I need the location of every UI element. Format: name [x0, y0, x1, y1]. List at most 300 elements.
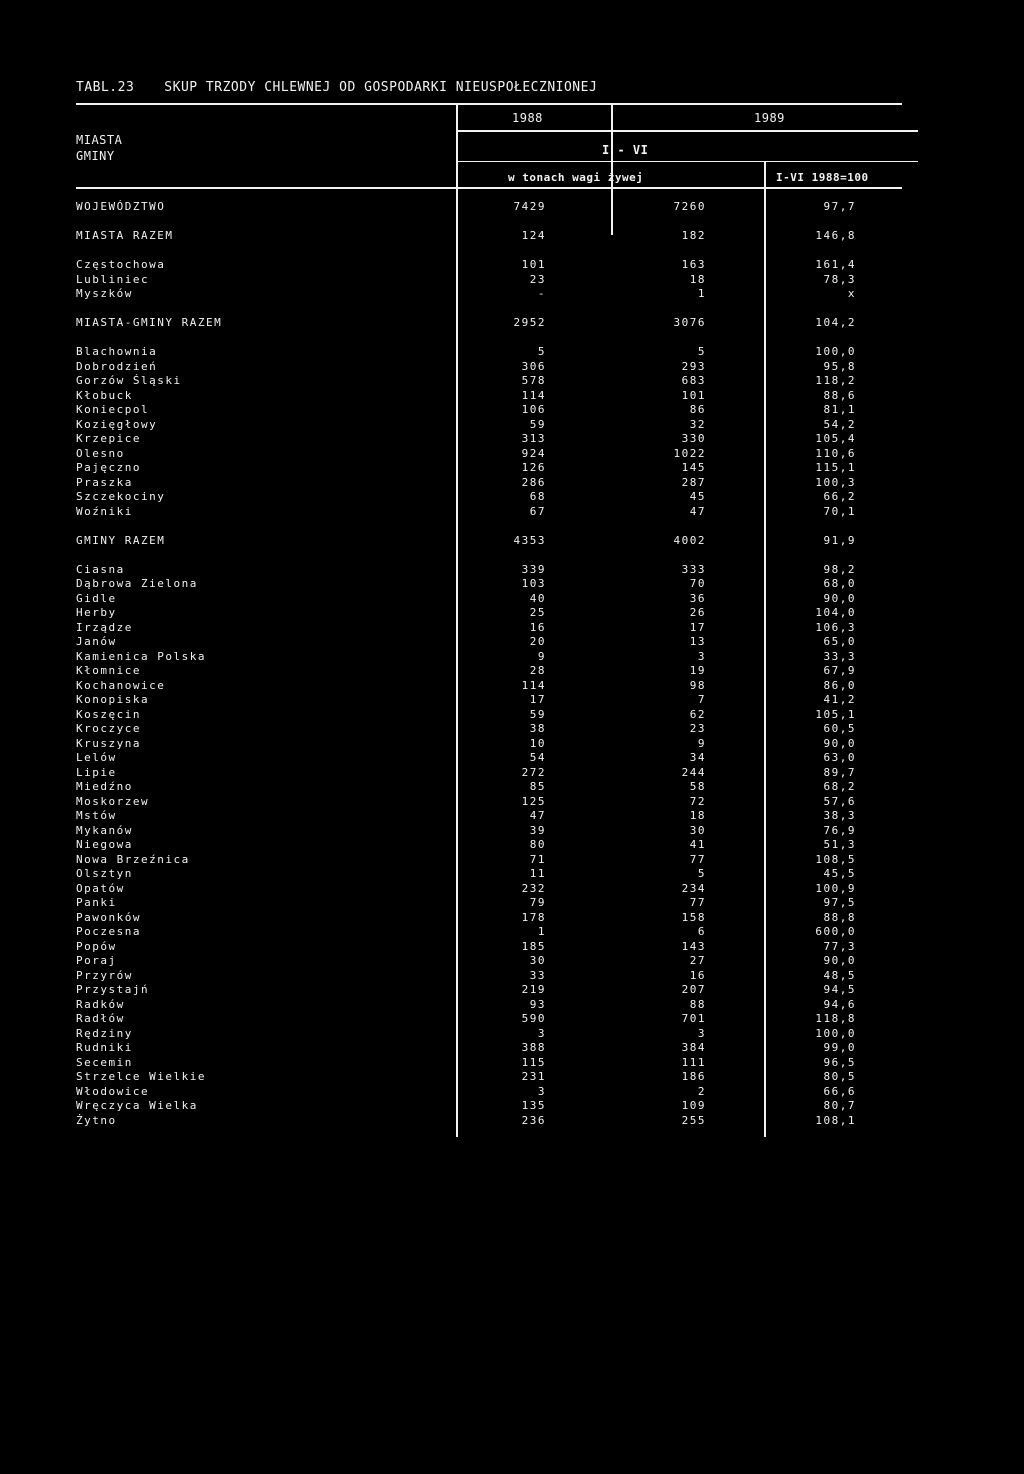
- value-1988-cell: 71: [529, 852, 546, 866]
- name-cell: GMINY RAZEM: [76, 533, 166, 547]
- table-row: [76, 1114, 856, 1129]
- name-cell: Opatów: [76, 881, 125, 895]
- name-cell: Lipie: [76, 765, 117, 779]
- value-1989-cell: 18: [689, 272, 706, 286]
- value-1988-cell: 54: [529, 751, 546, 764]
- value-1989-cell: 77: [689, 896, 706, 909]
- value-1989-cell: 7: [697, 693, 706, 706]
- value-1988-cell: 1: [537, 925, 546, 938]
- value-1988-cell: 313: [521, 432, 546, 445]
- name-cell: Blachownia: [76, 345, 158, 358]
- value-1988-cell: 106: [521, 403, 546, 416]
- index-cell: 80,7: [823, 1099, 856, 1112]
- index-cell: 86,0: [823, 678, 856, 692]
- year-rule: [456, 130, 918, 132]
- name-cell: Praszka: [76, 475, 133, 489]
- name-cell: Myszków: [76, 287, 133, 300]
- value-1988-cell: 185: [521, 939, 546, 953]
- value-1989-cell: 16: [689, 968, 706, 982]
- table-row: [76, 867, 856, 882]
- index-cell: 115,1: [815, 461, 856, 474]
- value-1988-cell: 39: [529, 823, 546, 837]
- index-cell: 94,5: [823, 983, 856, 996]
- value-1988-cell: 68: [529, 490, 546, 503]
- name-cell: Gidle: [76, 591, 117, 605]
- index-cell: 95,8: [823, 359, 856, 373]
- value-1988-cell: 306: [521, 359, 546, 373]
- spacer-cell: [76, 215, 856, 230]
- table-row: [76, 1027, 856, 1042]
- table-row: [76, 998, 856, 1013]
- index-cell: 161,4: [815, 258, 856, 271]
- value-1988-cell: 126: [521, 461, 546, 474]
- value-1989-cell: 72: [689, 794, 706, 808]
- value-1989-cell: 3: [697, 649, 706, 663]
- spacer-cell: [76, 519, 856, 534]
- value-1988-cell: 59: [529, 417, 546, 431]
- value-1989-cell: 143: [681, 939, 706, 953]
- value-1988-cell: 135: [521, 1099, 546, 1112]
- table-title: [76, 80, 597, 95]
- table-row: [76, 766, 856, 781]
- table-row: [76, 1070, 856, 1085]
- value-1988-cell: 219: [521, 983, 546, 996]
- value-1988-cell: 231: [521, 1070, 546, 1083]
- index-cell: 118,8: [815, 1012, 856, 1025]
- index-cell: 97,7: [823, 200, 856, 213]
- index-cell: 68,2: [823, 780, 856, 793]
- table-row: [76, 824, 856, 839]
- index-cell: 90,0: [823, 954, 856, 967]
- value-1988-cell: 101: [521, 258, 546, 271]
- index-cell: 100,0: [815, 1026, 856, 1040]
- name-cell: MIASTA RAZEM: [76, 229, 174, 242]
- table-row: [76, 1041, 856, 1056]
- name-cell: Mstów: [76, 809, 117, 822]
- value-1988-cell: 11: [529, 867, 546, 880]
- value-1989-cell: 86: [689, 403, 706, 416]
- spacer-row: [76, 215, 856, 230]
- index-cell: 54,2: [823, 417, 856, 431]
- header-index: I-VI 1988=100: [776, 171, 869, 184]
- name-cell: Radków: [76, 997, 125, 1011]
- index-cell: 60,5: [823, 722, 856, 735]
- value-1989-cell: 6: [697, 925, 706, 938]
- index-cell: 600,0: [815, 925, 856, 938]
- value-1989-cell: 293: [681, 359, 706, 373]
- value-1989-cell: 98: [689, 678, 706, 692]
- value-1988-cell: 28: [529, 664, 546, 677]
- value-1989-cell: 47: [689, 504, 706, 518]
- value-1989-cell: 7260: [673, 200, 706, 213]
- value-1988-cell: 10: [529, 736, 546, 750]
- table-row: [76, 983, 856, 998]
- name-cell: Janów: [76, 635, 117, 648]
- name-cell: Przyrów: [76, 968, 133, 982]
- index-cell: 70,1: [823, 504, 856, 518]
- value-1988-cell: 114: [521, 678, 546, 692]
- table-row: [76, 273, 856, 288]
- table-row: [76, 650, 856, 665]
- name-cell: Konopiska: [76, 693, 150, 706]
- value-1989-cell: 9: [697, 736, 706, 750]
- table-row: [76, 287, 856, 302]
- value-1989-cell: 1: [697, 287, 706, 300]
- value-1988-cell: 23: [529, 272, 546, 286]
- value-1988-cell: 3: [537, 1084, 546, 1098]
- table-row: [76, 316, 856, 331]
- table-row: [76, 505, 856, 520]
- table-row: [76, 838, 856, 853]
- value-1989-cell: 58: [689, 780, 706, 793]
- value-1989-cell: 5: [697, 345, 706, 358]
- value-1988-cell: 125: [521, 794, 546, 808]
- value-1989-cell: 13: [689, 635, 706, 648]
- value-1988-cell: 20: [529, 635, 546, 648]
- spacer-row: [76, 519, 856, 534]
- name-cell: Kamienica Polska: [76, 649, 206, 663]
- value-1989-cell: 101: [681, 388, 706, 402]
- spacer-cell: [76, 331, 856, 346]
- name-cell: Częstochowa: [76, 258, 166, 271]
- table-row: [76, 432, 856, 447]
- spacer-cell: [76, 548, 856, 563]
- index-cell: 105,4: [815, 432, 856, 445]
- index-cell: 63,0: [823, 751, 856, 764]
- index-cell: 97,5: [823, 896, 856, 909]
- value-1988-cell: 236: [521, 1113, 546, 1127]
- table-row: [76, 635, 856, 650]
- index-cell: 100,0: [815, 345, 856, 358]
- value-1989-cell: 255: [681, 1113, 706, 1127]
- index-cell: 100,9: [815, 881, 856, 895]
- name-cell: Nowa Brzeźnica: [76, 852, 190, 866]
- index-cell: 67,9: [823, 664, 856, 677]
- index-cell: 108,5: [815, 852, 856, 866]
- value-1989-cell: 683: [681, 374, 706, 387]
- value-1988-cell: 2952: [513, 316, 546, 329]
- name-cell: Koniecpol: [76, 403, 150, 416]
- table-row: [76, 621, 856, 636]
- index-cell: 104,0: [815, 606, 856, 619]
- index-cell: 76,9: [823, 823, 856, 837]
- value-1989-cell: 701: [681, 1012, 706, 1025]
- index-cell: 91,9: [823, 533, 856, 547]
- value-1989-cell: 109: [681, 1099, 706, 1112]
- name-cell: Gorzów Śląski: [76, 374, 182, 387]
- name-cell: Lelów: [76, 751, 117, 764]
- value-1988-cell: 3: [537, 1026, 546, 1040]
- value-1988-cell: 33: [529, 968, 546, 982]
- table-title-text: SKUP TRZODY CHLEWNEJ OD GOSPODARKI NIEUSPOŁECZNIONEJ: [164, 80, 598, 95]
- value-1988-cell: 339: [521, 562, 546, 576]
- index-cell: 98,2: [823, 562, 856, 576]
- name-cell: Olesno: [76, 446, 125, 460]
- index-cell: 88,8: [823, 910, 856, 924]
- name-cell: Irządze: [76, 620, 133, 634]
- value-1988-cell: 5: [537, 345, 546, 358]
- value-1989-cell: 4002: [673, 533, 706, 547]
- table-row: [76, 229, 856, 244]
- name-cell: Poczesna: [76, 925, 141, 938]
- name-cell: Szczekociny: [76, 490, 166, 503]
- spacer-row: [76, 331, 856, 346]
- table-row: [76, 606, 856, 621]
- value-1988-cell: 272: [521, 765, 546, 779]
- index-cell: 80,5: [823, 1070, 856, 1083]
- table-row: [76, 751, 856, 766]
- value-1989-cell: 32: [689, 417, 706, 431]
- name-cell: Dąbrowa Zielona: [76, 577, 198, 590]
- table-row: [76, 896, 856, 911]
- name-cell: Strzelce Wielkie: [76, 1070, 206, 1083]
- table-row: [76, 940, 856, 955]
- name-cell: Krzepice: [76, 432, 141, 445]
- table-row: [76, 490, 856, 505]
- header-bottom-rule: [76, 187, 902, 189]
- name-cell: Lubliniec: [76, 272, 150, 286]
- table-row: [76, 853, 856, 868]
- name-cell: Radłów: [76, 1012, 125, 1025]
- value-1989-cell: 5: [697, 867, 706, 880]
- value-1989-cell: 34: [689, 751, 706, 764]
- name-cell: Pajęczno: [76, 461, 141, 474]
- table-row: [76, 795, 856, 810]
- table-number: TABL.23: [76, 80, 135, 95]
- stub-header-line2: GMINY: [76, 149, 115, 163]
- value-1989-cell: 26: [689, 606, 706, 619]
- name-cell: Przystajń: [76, 983, 150, 996]
- index-cell: 66,2: [823, 490, 856, 503]
- header-year-1988: 1988: [512, 111, 543, 125]
- value-1989-cell: 30: [689, 823, 706, 837]
- value-1989-cell: 41: [689, 838, 706, 851]
- name-cell: Wręczyca Wielka: [76, 1099, 198, 1112]
- spacer-row: [76, 244, 856, 259]
- value-1989-cell: 163: [681, 258, 706, 271]
- table-row: [76, 809, 856, 824]
- value-1989-cell: 111: [681, 1055, 706, 1069]
- value-1989-cell: 19: [689, 664, 706, 677]
- index-cell: 90,0: [823, 591, 856, 605]
- name-cell: Kroczyce: [76, 722, 141, 735]
- table-row: [76, 389, 856, 404]
- name-cell: Kochanowice: [76, 678, 166, 692]
- value-1989-cell: 207: [681, 983, 706, 996]
- index-cell: 48,5: [823, 968, 856, 982]
- top-rule: [76, 103, 902, 105]
- name-cell: Moskorzew: [76, 794, 150, 808]
- value-1989-cell: 45: [689, 490, 706, 503]
- period-rule: [456, 161, 918, 162]
- name-cell: Popów: [76, 939, 117, 953]
- index-cell: 104,2: [815, 316, 856, 329]
- spacer-cell: [76, 244, 856, 259]
- name-cell: WOJEWÓDZTWO: [76, 200, 166, 213]
- index-cell: 45,5: [823, 867, 856, 880]
- table-row: [76, 476, 856, 491]
- value-1988-cell: 103: [521, 577, 546, 590]
- table-row: [76, 1085, 856, 1100]
- name-cell: Mykanów: [76, 823, 133, 837]
- value-1988-cell: 286: [521, 475, 546, 489]
- name-cell: Rudniki: [76, 1041, 133, 1054]
- value-1989-cell: 3076: [673, 316, 706, 329]
- value-1988-cell: 9: [537, 649, 546, 663]
- value-1989-cell: 330: [681, 432, 706, 445]
- index-cell: 106,3: [815, 620, 856, 634]
- spacer-row: [76, 548, 856, 563]
- index-cell: 118,2: [815, 374, 856, 387]
- name-cell: Pawonków: [76, 910, 141, 924]
- table-row: [76, 592, 856, 607]
- table-row: [76, 534, 856, 549]
- table-row: [76, 1099, 856, 1114]
- value-1988-cell: 67: [529, 504, 546, 518]
- value-1988-cell: 25: [529, 606, 546, 619]
- table-row: [76, 664, 856, 679]
- name-cell: Woźniki: [76, 504, 133, 518]
- value-1989-cell: 1022: [673, 446, 706, 460]
- value-1988-cell: 47: [529, 809, 546, 822]
- value-1989-cell: 18: [689, 809, 706, 822]
- value-1988-cell: 232: [521, 881, 546, 895]
- header-period: I - VI: [602, 143, 649, 157]
- value-1989-cell: 244: [681, 765, 706, 779]
- spacer-cell: [76, 302, 856, 317]
- name-cell: Olsztyn: [76, 867, 133, 880]
- name-cell: Koszęcin: [76, 707, 141, 721]
- value-1988-cell: 4353: [513, 533, 546, 547]
- index-cell: 51,3: [823, 838, 856, 851]
- value-1988-cell: 7429: [513, 200, 546, 213]
- stub-header-line1: MIASTA: [76, 133, 123, 147]
- index-cell: 68,0: [823, 577, 856, 590]
- value-1989-cell: 36: [689, 591, 706, 605]
- index-cell: 99,0: [823, 1041, 856, 1054]
- index-cell: 146,8: [815, 229, 856, 242]
- name-cell: Dobrodzień: [76, 359, 158, 373]
- value-1989-cell: 2: [697, 1084, 706, 1098]
- table-row: [76, 461, 856, 476]
- name-cell: Włodowice: [76, 1084, 150, 1098]
- value-1989-cell: 158: [681, 910, 706, 924]
- value-1988-cell: 124: [521, 229, 546, 242]
- name-cell: Herby: [76, 606, 117, 619]
- value-1988-cell: 79: [529, 896, 546, 909]
- value-1989-cell: 77: [689, 852, 706, 866]
- value-1989-cell: 17: [689, 620, 706, 634]
- index-cell: 94,6: [823, 997, 856, 1011]
- table-row: [76, 911, 856, 926]
- name-cell: Rędziny: [76, 1026, 133, 1040]
- index-cell: x: [847, 287, 856, 300]
- value-1989-cell: 27: [689, 954, 706, 967]
- header-unit: w tonach wagi żywej: [508, 171, 644, 184]
- value-1988-cell: 115: [521, 1055, 546, 1069]
- table-row: [76, 722, 856, 737]
- index-cell: 66,6: [823, 1084, 856, 1098]
- index-cell: 77,3: [823, 939, 856, 953]
- table-row: [76, 1012, 856, 1027]
- name-cell: Miedźno: [76, 780, 133, 793]
- index-cell: 57,6: [823, 794, 856, 808]
- index-cell: 110,6: [815, 446, 856, 460]
- value-1989-cell: 3: [697, 1026, 706, 1040]
- value-1988-cell: 59: [529, 707, 546, 721]
- index-cell: 41,2: [823, 693, 856, 706]
- value-1988-cell: 85: [529, 780, 546, 793]
- value-1989-cell: 384: [681, 1041, 706, 1054]
- index-cell: 65,0: [823, 635, 856, 648]
- value-1989-cell: 145: [681, 461, 706, 474]
- value-1989-cell: 287: [681, 475, 706, 489]
- value-1988-cell: 178: [521, 910, 546, 924]
- table-row: [76, 954, 856, 969]
- name-cell: Poraj: [76, 954, 117, 967]
- table-row: [76, 679, 856, 694]
- data-table: [76, 200, 856, 1128]
- index-cell: 81,1: [823, 403, 856, 416]
- index-cell: 89,7: [823, 765, 856, 779]
- index-cell: 90,0: [823, 736, 856, 750]
- value-1989-cell: 88: [689, 997, 706, 1011]
- table-row: [76, 780, 856, 795]
- name-cell: Kozięgłowy: [76, 417, 158, 431]
- index-cell: 78,3: [823, 272, 856, 286]
- table-row: [76, 882, 856, 897]
- header-year-1989: 1989: [754, 111, 785, 125]
- value-1988-cell: 93: [529, 997, 546, 1011]
- value-1988-cell: 17: [529, 693, 546, 706]
- index-cell: 88,6: [823, 388, 856, 402]
- table-row: [76, 418, 856, 433]
- name-cell: Niegowa: [76, 838, 133, 851]
- table-row: [76, 403, 856, 418]
- table-row: [76, 563, 856, 578]
- value-1989-cell: 234: [681, 881, 706, 895]
- value-1988-cell: 40: [529, 591, 546, 605]
- value-1988-cell: 924: [521, 446, 546, 460]
- value-1988-cell: 80: [529, 838, 546, 851]
- name-cell: Kłobuck: [76, 388, 133, 402]
- name-cell: Kłomnice: [76, 664, 141, 677]
- name-cell: Ciasna: [76, 562, 125, 576]
- name-cell: Żytno: [76, 1113, 117, 1127]
- value-1989-cell: 62: [689, 707, 706, 721]
- table-row: [76, 258, 856, 273]
- value-1989-cell: 23: [689, 722, 706, 735]
- table-row: [76, 447, 856, 462]
- value-1988-cell: 16: [529, 620, 546, 634]
- name-cell: Secemin: [76, 1055, 133, 1069]
- value-1988-cell: 38: [529, 722, 546, 735]
- name-cell: MIASTA-GMINY RAZEM: [76, 316, 223, 329]
- index-cell: 105,1: [815, 707, 856, 721]
- table-row: [76, 374, 856, 389]
- index-cell: 108,1: [815, 1113, 856, 1127]
- value-1988-cell: 578: [521, 374, 546, 387]
- table-row: [76, 737, 856, 752]
- table-row: [76, 345, 856, 360]
- value-1988-cell: 590: [521, 1012, 546, 1025]
- table-row: [76, 708, 856, 723]
- table-row: [76, 969, 856, 984]
- value-1989-cell: 182: [681, 229, 706, 242]
- value-1988-cell: -: [537, 287, 546, 300]
- name-cell: Kruszyna: [76, 736, 141, 750]
- table-row: [76, 1056, 856, 1071]
